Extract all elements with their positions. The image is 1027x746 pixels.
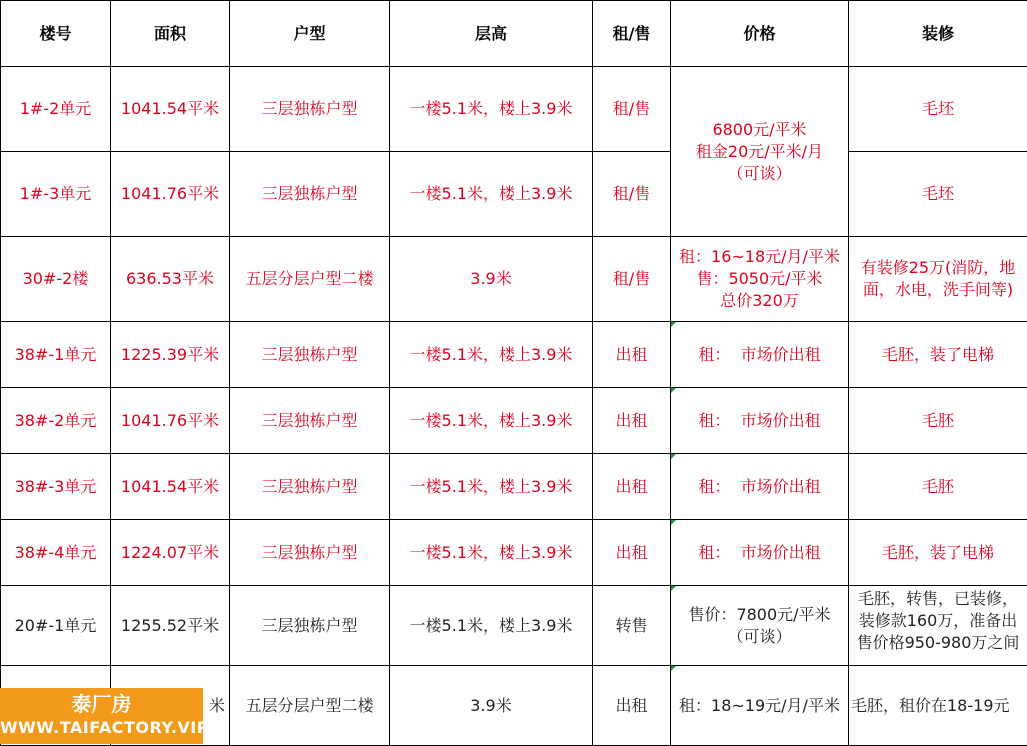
- cell-price: 租： 市场价出租: [671, 454, 849, 520]
- watermark-name: 泰厂房: [0, 688, 203, 717]
- cell-height: 一楼5.1米，楼上3.9米: [390, 322, 593, 388]
- cell-rent-sale: 出租: [593, 322, 671, 388]
- cell-price: 租： 市场价出租: [671, 520, 849, 586]
- cell-height: 一楼5.1米，楼上3.9米: [390, 67, 593, 152]
- cell-building: 30#-2楼: [1, 237, 111, 322]
- cell-decoration: 毛胚，装了电梯: [849, 520, 1027, 586]
- cell-decoration: 毛胚，装了电梯: [849, 322, 1027, 388]
- table-row: [1, 520, 1027, 586]
- cell-building: 20#-1单元: [1, 586, 111, 666]
- cell-height: 一楼5.1米，楼上3.9米: [390, 388, 593, 454]
- cell-rent-sale: 出租: [593, 388, 671, 454]
- cell-rent-sale: 租/售: [593, 67, 671, 152]
- cell-rent-sale: 出租: [593, 454, 671, 520]
- cell-building: 38#-3单元: [1, 454, 111, 520]
- cell-type: 三层独栋户型: [230, 152, 390, 237]
- cell-price: 租：18~19元/月/平米: [671, 666, 849, 746]
- decoration-text: 毛胚，转售，已装修，装修款160万，准备出售价格950-980万之间: [853, 588, 1023, 663]
- cell-area: 1041.54平米: [111, 67, 230, 152]
- cell-area: 米: [111, 666, 230, 746]
- header-area: 面积: [111, 1, 230, 67]
- cell-price: 租： 市场价出租: [671, 388, 849, 454]
- cell-building: 38#-1单元: [1, 322, 111, 388]
- cell-building: 1#-3单元: [1, 152, 111, 237]
- cell-area: 1041.76平米: [111, 152, 230, 237]
- cell-height: 一楼5.1米，楼上3.9米: [390, 586, 593, 666]
- cell-decoration: 毛坯: [849, 152, 1027, 237]
- header-row: [1, 1, 1027, 67]
- cell-area: 1225.39平米: [111, 322, 230, 388]
- header-price: 价格: [671, 1, 849, 67]
- cell-height: 一楼5.1米，楼上3.9米: [390, 520, 593, 586]
- cell-price: [671, 586, 849, 666]
- cell-height: 3.9米: [390, 666, 593, 746]
- cell-decoration: 毛坯: [849, 67, 1027, 152]
- cell-rent-sale: 转售: [593, 586, 671, 666]
- cell-area: 1041.76平米: [111, 388, 230, 454]
- cell-type: 三层独栋户型: [230, 322, 390, 388]
- cell-area: 1041.54平米: [111, 454, 230, 520]
- price-text: 售价：7800元/平米 （可谈）: [675, 604, 844, 648]
- cell-price: [671, 237, 849, 322]
- table-row: [1, 454, 1027, 520]
- cell-decoration: 毛胚: [849, 454, 1027, 520]
- cell-type: 三层独栋户型: [230, 454, 390, 520]
- watermark-logo: [0, 688, 203, 744]
- cell-type: 三层独栋户型: [230, 520, 390, 586]
- cell-type: 三层独栋户型: [230, 67, 390, 152]
- watermark-url: WWW.TAIFACTORY.VIP: [0, 717, 203, 739]
- header-decoration: 装修: [849, 1, 1027, 67]
- cell-building: 1#-2单元: [1, 67, 111, 152]
- cell-decoration: 毛胚，租价在18-19元: [849, 666, 1027, 746]
- cell-type: 三层独栋户型: [230, 388, 390, 454]
- cell-building: 38#-4单元: [1, 520, 111, 586]
- cell-height: 一楼5.1米，楼上3.9米: [390, 152, 593, 237]
- header-type: 户型: [230, 1, 390, 67]
- cell-rent-sale: 租/售: [593, 152, 671, 237]
- table-row: [1, 237, 1027, 322]
- cell-price-merged: [671, 67, 849, 237]
- table-row: [1, 67, 1027, 152]
- cell-type: 五层分层户型二楼: [230, 237, 390, 322]
- cell-area: 1255.52平米: [111, 586, 230, 666]
- header-building: 楼号: [1, 1, 111, 67]
- table-row: [1, 586, 1027, 666]
- cell-area: 1224.07平米: [111, 520, 230, 586]
- cell-price: 租： 市场价出租: [671, 322, 849, 388]
- cell-decoration: 有装修25万(消防，地面，水电，洗手间等): [849, 237, 1027, 322]
- cell-rent-sale: 租/售: [593, 237, 671, 322]
- price-text: 租：16~18元/月/平米 售：5050元/平米 总价320万: [675, 246, 844, 312]
- cell-building: 38#-2单元: [1, 388, 111, 454]
- cell-rent-sale: 出租: [593, 520, 671, 586]
- header-rent-sale: 租/售: [593, 1, 671, 67]
- cell-decoration: 毛胚: [849, 388, 1027, 454]
- cell-decoration: [849, 586, 1027, 666]
- cell-height: 一楼5.1米，楼上3.9米: [390, 454, 593, 520]
- cell-height: 3.9米: [390, 237, 593, 322]
- cell-type: 五层分层户型二楼: [230, 666, 390, 746]
- price-text: 6800元/平米 租金20元/平米/月 （可谈）: [675, 119, 844, 185]
- cell-area: 636.53平米: [111, 237, 230, 322]
- table-row: [1, 322, 1027, 388]
- table-row: [1, 388, 1027, 454]
- table-row: [1, 152, 1027, 237]
- cell-type: 三层独栋户型: [230, 586, 390, 666]
- cell-rent-sale: 出租: [593, 666, 671, 746]
- header-height: 层高: [390, 1, 593, 67]
